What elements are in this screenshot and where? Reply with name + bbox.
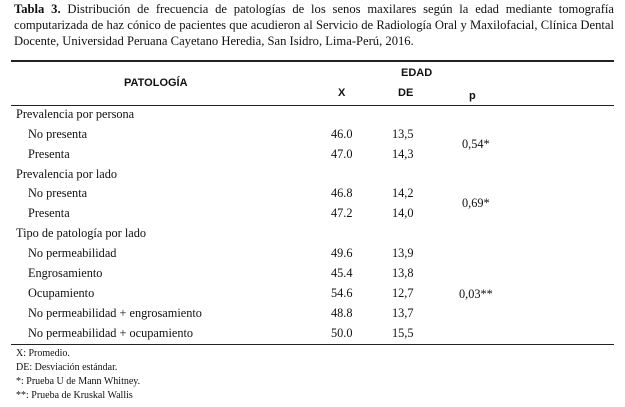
header-patologia: PATOLOGÍA [124, 77, 188, 89]
row-label: No permeabilidad [28, 246, 117, 260]
row-label: No presenta [28, 127, 88, 141]
section-title: Tipo de patología por lado [16, 226, 147, 240]
row-mean: 48.8 [331, 306, 353, 320]
footnote: **: Prueba de Kruskal Wallis [16, 390, 133, 401]
row-mean: 46.8 [331, 186, 353, 200]
table-bottom-rule [11, 344, 614, 345]
row-label: Engrosamiento [28, 266, 103, 280]
row-mean: 47.0 [331, 147, 353, 161]
row-label: No presenta [28, 186, 88, 200]
row-mean: 45.4 [331, 266, 353, 280]
p-value: 0,03** [459, 287, 493, 301]
row-sd: 13,8 [392, 266, 414, 280]
row-label: Ocupamiento [28, 286, 95, 300]
row-sd: 13,5 [392, 127, 414, 141]
row-label: No permeabilidad + ocupamiento [28, 326, 194, 340]
row-label: Presenta [28, 147, 70, 161]
row-label: Presenta [28, 206, 70, 220]
header-edad: EDAD [401, 67, 433, 79]
row-sd: 13,9 [392, 246, 414, 260]
row-mean: 46.0 [331, 127, 353, 141]
footnote: X: Promedio. [16, 348, 70, 359]
header-p: p [469, 90, 476, 102]
p-value: 0,69* [462, 196, 490, 210]
table-caption [14, 1, 614, 49]
row-sd: 13,7 [392, 306, 414, 320]
header-rule [11, 105, 614, 106]
row-label: No permeabilidad + engrosamiento [28, 306, 202, 320]
header-x: X [338, 87, 346, 99]
footnote: *: Prueba U de Mann Whitney. [16, 376, 141, 387]
section-title: Prevalencia por persona [16, 107, 135, 121]
section-title: Prevalencia por lado [16, 167, 118, 181]
footnote: DE: Desviación estándar. [16, 362, 118, 373]
table-top-rule [11, 60, 614, 62]
row-mean: 50.0 [331, 326, 353, 340]
header-de: DE [398, 87, 414, 99]
row-sd: 12,7 [392, 286, 414, 300]
table-label: Tabla 3. [14, 2, 61, 16]
row-mean: 49.6 [331, 246, 353, 260]
row-mean: 47.2 [331, 206, 353, 220]
row-sd: 14,0 [392, 206, 414, 220]
row-sd: 15,5 [392, 326, 414, 340]
table-caption-text: Distribución de frecuencia de patologías de los senos maxilares según la edad mediante tomografía computarizada de haz cónico de pacientes que acudieron al Servicio de Radiología Oral y Maxilofacial, Clínica Dental Docente, Universidad Peruana Cayetano Heredia, San Isidro, Lima-Perú, 2016. [14, 2, 614, 48]
p-value: 0,54* [462, 137, 490, 151]
row-mean: 54.6 [331, 286, 353, 300]
row-sd: 14,2 [392, 186, 414, 200]
row-sd: 14,3 [392, 147, 414, 161]
